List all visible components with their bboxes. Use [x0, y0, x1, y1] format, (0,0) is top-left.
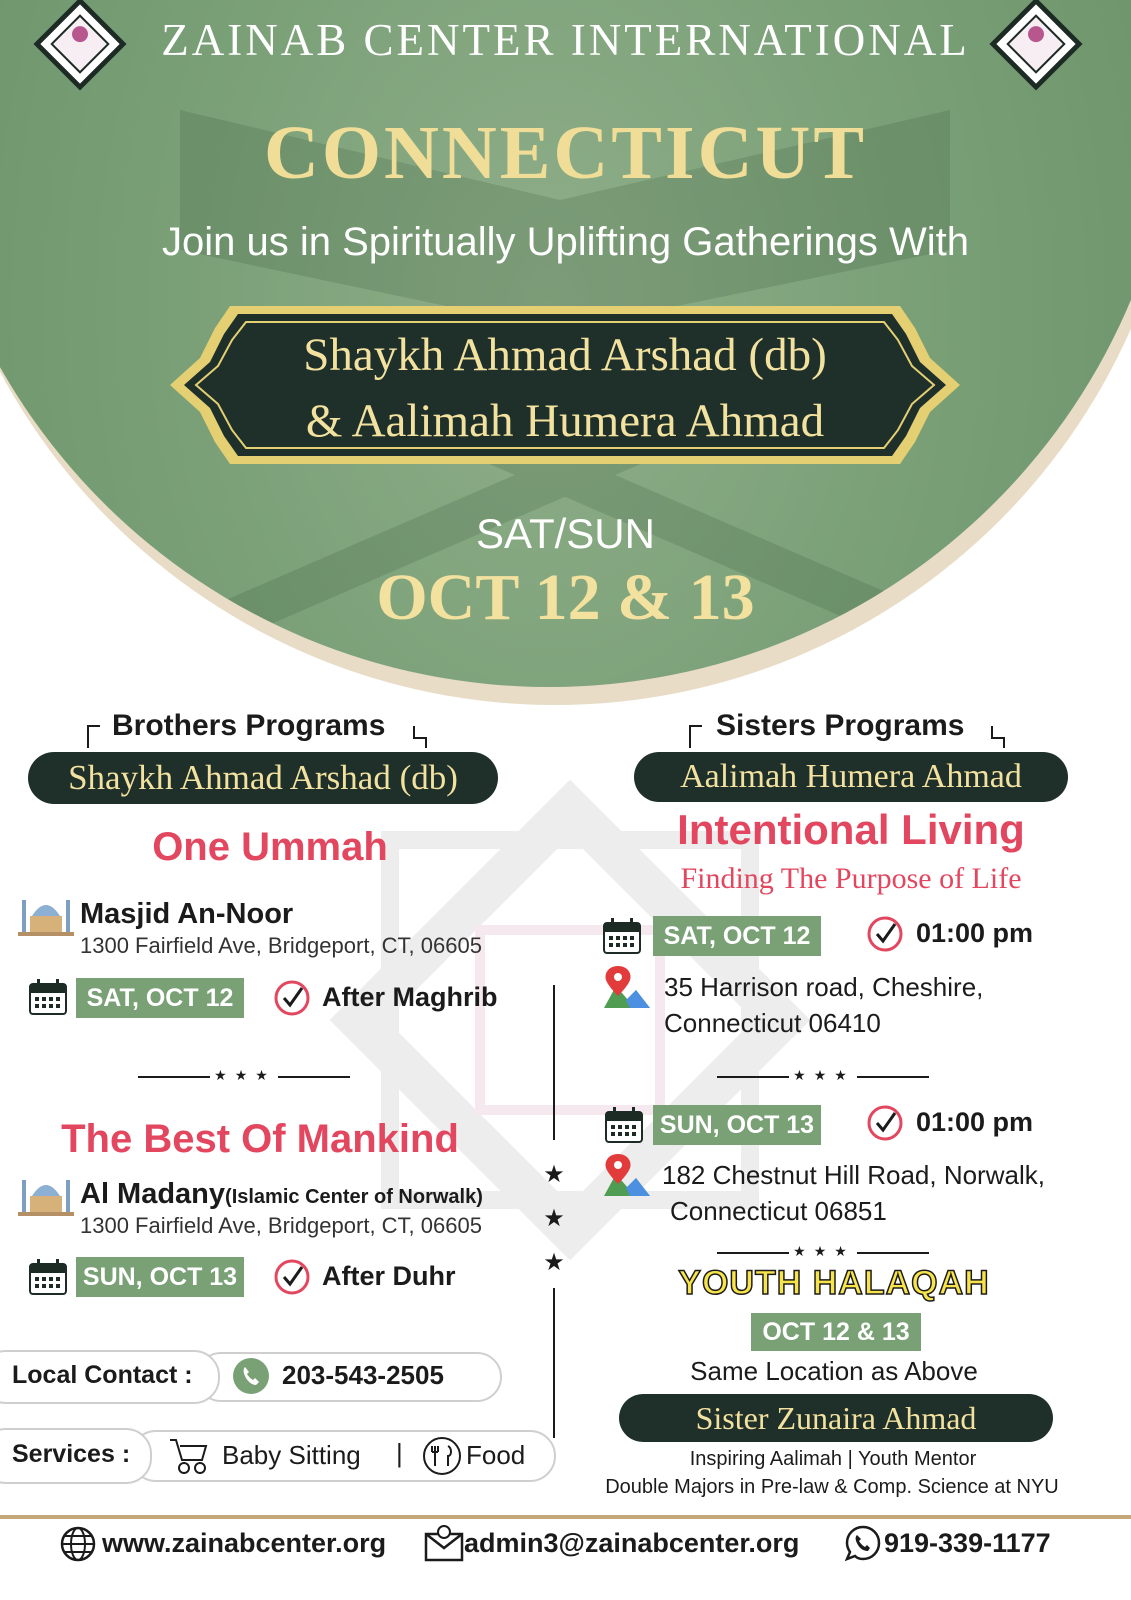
divider-line: [857, 1076, 929, 1078]
program-time: After Duhr: [322, 1261, 456, 1291]
state-title: CONNECTICUT: [263, 111, 868, 195]
session-address-line1: 35 Harrison road, Cheshire,: [664, 972, 984, 1002]
org-title: ZAINAB CENTER INTERNATIONAL: [161, 15, 970, 65]
youth-dates-tag: OCT 12 & 13: [751, 1313, 921, 1351]
youth-bio-line2: Double Majors in Pre-law & Comp. Science at NYU: [605, 1476, 1059, 1498]
email-icon: [424, 1524, 464, 1562]
program-title: One Ummah: [152, 825, 388, 869]
session-address-line2: Connecticut 06410: [664, 1008, 881, 1038]
session-address-line1: 182 Chestnut Hill Road, Norwalk,: [662, 1160, 1045, 1190]
clock-check-icon: [272, 978, 312, 1018]
program-title: The Best Of Mankind: [61, 1117, 459, 1161]
divider-line: [717, 1252, 789, 1254]
session-time: 01:00 pm: [916, 918, 1034, 948]
calendar-icon: [28, 978, 68, 1016]
divider-line: [717, 1076, 789, 1078]
contact-label: Local Contact :: [12, 1361, 193, 1389]
divider-line: [857, 1252, 929, 1254]
center-divider-stars: ★ ★ ★: [543, 1161, 565, 1276]
program-date-tag: SUN, OCT 13: [76, 1257, 244, 1297]
contact-phone[interactable]: 203-543-2505: [282, 1360, 444, 1390]
clock-check-icon: [272, 1257, 312, 1297]
event-dates: OCT 12 & 13: [376, 561, 755, 634]
speakers-line-2: & Aalimah Humera Ahmad: [305, 395, 825, 447]
service-separator: |: [396, 1438, 403, 1468]
calendar-icon: [602, 917, 642, 955]
phone-icon: [232, 1357, 270, 1395]
venue-note: (Islamic Center of Norwalk): [225, 1186, 483, 1208]
venue-line: [80, 1178, 483, 1211]
map-pin-icon: [600, 1152, 652, 1198]
globe-icon: [60, 1526, 96, 1562]
divider-stars: ★★★: [793, 1067, 855, 1083]
brothers-speaker-pill: Shaykh Ahmad Arshad (db): [28, 752, 498, 804]
session-date-tag: SUN, OCT 13: [653, 1105, 821, 1145]
sisters-heading: Sisters Programs: [716, 709, 965, 742]
youth-bio-line1: Inspiring Aalimah | Youth Mentor: [689, 1448, 977, 1470]
speakers-line-1: Shaykh Ahmad Arshad (db): [303, 329, 827, 381]
heading-bracket: [990, 722, 1006, 750]
footer-phone[interactable]: 919-339-1177: [884, 1528, 1051, 1558]
mosque-icon: [18, 1170, 74, 1216]
heading-bracket: [688, 722, 704, 750]
session-address-line2: Connecticut 06851: [670, 1196, 887, 1226]
divider-stars: ★★★: [214, 1067, 276, 1083]
youth-title: YOUTH HALAQAH: [678, 1264, 990, 1302]
youth-location-note: Same Location as Above: [690, 1356, 978, 1386]
venue-name: Masjid An-Noor: [80, 898, 294, 930]
mosque-icon: [18, 890, 74, 936]
event-days: SAT/SUN: [476, 510, 655, 557]
clock-check-icon: [865, 914, 905, 954]
divider-line: [138, 1076, 210, 1078]
calendar-icon: [28, 1258, 68, 1296]
youth-speaker-pill: Sister Zunaira Ahmad: [619, 1394, 1053, 1442]
sisters-program-subtitle: Finding The Purpose of Life: [680, 862, 1022, 895]
session-time: 01:00 pm: [916, 1107, 1034, 1137]
venue-address: 1300 Fairfield Ave, Bridgeport, CT, 06605: [80, 933, 482, 958]
brothers-heading: Brothers Programs: [112, 709, 386, 742]
session-date-tag: SAT, OCT 12: [653, 916, 821, 956]
service-item: Baby Sitting: [222, 1440, 361, 1470]
heading-bracket: [86, 722, 102, 750]
footer-website[interactable]: www.zainabcenter.org: [102, 1528, 387, 1558]
venue-address: 1300 Fairfield Ave, Bridgeport, CT, 06605: [80, 1213, 482, 1238]
sisters-speaker-pill: Aalimah Humera Ahmad: [634, 752, 1068, 802]
divider-stars: ★★★: [793, 1243, 855, 1259]
footer-email[interactable]: admin3@zainabcenter.org: [464, 1528, 800, 1558]
clock-check-icon: [865, 1103, 905, 1143]
center-divider: [553, 985, 555, 1140]
center-divider: [553, 1288, 555, 1438]
service-item: Food: [466, 1440, 526, 1470]
food-icon: [422, 1436, 462, 1476]
divider-line: [278, 1076, 350, 1078]
program-date-tag: SAT, OCT 12: [76, 978, 244, 1018]
heading-bracket: [412, 722, 428, 750]
map-pin-icon: [600, 964, 652, 1010]
services-label: Services :: [12, 1440, 131, 1468]
footer-rule: [0, 1515, 1131, 1519]
subtitle: Join us in Spiritually Uplifting Gatherings With: [161, 220, 969, 264]
program-time: After Maghrib: [322, 982, 498, 1012]
stroller-icon: [166, 1434, 210, 1476]
calendar-icon: [604, 1106, 644, 1144]
sisters-program-title: Intentional Living: [677, 806, 1025, 853]
whatsapp-icon: [844, 1524, 882, 1562]
venue-name: Al Madany: [80, 1178, 226, 1210]
